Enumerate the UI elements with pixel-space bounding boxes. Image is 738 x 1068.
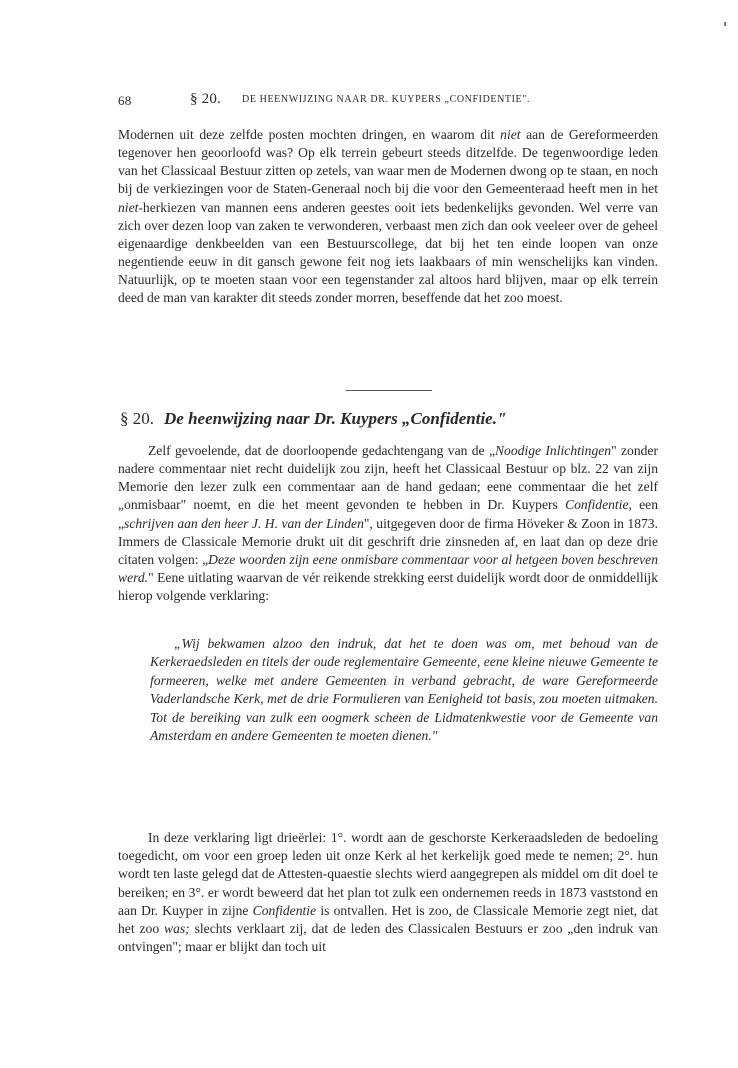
text-run: Zelf gevoelende, dat de doorloopende gedachtengang van de „ <box>148 443 495 458</box>
section-divider <box>346 390 432 391</box>
text-run: , een „ <box>118 497 658 531</box>
text-run: " zonder nadere commentaar niet recht duidelijk zou zijn, heeft het Classicaal Bestuur op blz. 22 van zijn Memorie den lezer zulk een commentaar aan de hand gedaan; eene commentaar die het zelf „onmisbaar" noemt, en die het meent gevonden te hebben in Dr. Kuypers <box>118 443 658 513</box>
citation-title: Noodige Inlichtingen <box>494 443 612 458</box>
text-run: ", uitgegeven door de firma Höveker & Zoon in 1873. Immers de Classicale Memorie drukt uit dit geschrift drie zinsneden af, en laat dan op deze drie citaten volgen: „ <box>118 515 658 567</box>
text-run: Modernen uit deze zelfde posten mochten dringen, en waarom dit <box>118 127 501 142</box>
section-title: De heenwijzing naar Dr. Kuypers „Confidentie." <box>164 409 507 428</box>
quoted-phrase: Deze woorden zijn eene onmisbare commentaar voor al hetgeen boven beschreven werd. <box>118 551 658 586</box>
block-quotation: „Wij bekwamen alzoo den indruk, dat het te doen was om, met behoud van de Kerkeraedsleden en titels der oude reglementaire Gemeente, eene kleine nieuwe Gemeente te formeeren, welke met andere Gemeenten in verband gebracht, de ware Gereformeerde Vaderlandsche Kerk, met de drie Formulieren van Eenigheid tot basis, zou moeten uitmaken. Tot de bereiking van zulk een oogmerk scheen de Lidmatenkwestie voor de Gemeente van Amsterdam en andere Gemeenten te moeten dienen." <box>150 636 658 744</box>
text-run: -herkiezen van mannen eens anderen geestes ooit iets bedenkelijks gevonden. Wel verre van zich over dezen loop van zaken te verwonderen, verbaast men zich dan ook veeleer over de geheel eigenaardige denkbeelden van een Bestuurscollege, dat bij het ten einde loopen van onze negentiende eeuw in dit gansch gewone feit nog iets laakbaars of min wenschelijks kan vinden. Natuurlijk, op te moeten staan voor een tegenstander zal altoos hard blijven, maar op elk terrein deed de man van karakter dit steeds zonder morren, beseffende dat het zoo moest. <box>118 199 658 306</box>
section-heading <box>120 409 660 429</box>
section-number: § 20. <box>120 409 154 428</box>
paragraph-1 <box>118 126 658 308</box>
text-run: In deze verklaring ligt drieërlei: 1°. wordt aan de geschorste Kerkeraadsleden de bedoeling toegedicht, om voor een groep leden uit onze Kerk al het kerkelijk goed mede te nemen; 2°. hun wordt ten laste gelegd dat de Attesten-quaestie slechts wierd aangegrepen als middel om dit doel te bereiken; en 3°. er wordt beweerd dat het plan tot zulk een ondernemen reeds in 1873 vaststond en aan Dr. Kuyper in zijne <box>118 830 658 918</box>
paragraph-3 <box>118 829 658 956</box>
page-number: 68 <box>118 93 132 108</box>
emphasis: niet <box>500 127 521 142</box>
text-run: aan de Gereformeerden tegenover hen geoorloofd was? Op elk terrein gebeurt steeds ditzelfde. De tegenwoordige leden van het Classicaal Bestuur zitten op zetels, van waar men de Modernen dwong op te staan, en noch bij de verkiezingen voor de Staten-Generaal noch bij die voor den Gemeenteraad heeft men in het <box>118 127 658 197</box>
citation-title: schrijven aan den heer J. H. van der Linden <box>124 515 364 531</box>
citation-title: Confidentie <box>252 902 317 918</box>
running-header <box>118 93 658 113</box>
emphasis: was; <box>164 921 190 937</box>
citation-title: Confidentie <box>565 497 629 513</box>
paragraph-2 <box>118 442 658 605</box>
header-section-mark: § 20. <box>190 91 221 107</box>
running-title: DE HEENWIJZING NAAR DR. KUYPERS „CONFIDENTIE". <box>242 94 531 105</box>
emphasis: niet <box>118 199 139 215</box>
text-run: " Eene uitlating waarvan de vér reikende strekking eerst duidelijk wordt door de onmiddellijk hierop volgende verklaring: <box>118 570 658 604</box>
page-speck <box>724 22 726 26</box>
text-run: slechts verklaart zij, dat de leden des Classicalen Bestuurs er zoo „den indruk van ontvingen"; maar er blijkt dan toch uit <box>118 921 658 955</box>
text-run: is ontvallen. Het is zoo, de Classicale Memorie zegt niet, dat het zoo <box>118 902 658 937</box>
